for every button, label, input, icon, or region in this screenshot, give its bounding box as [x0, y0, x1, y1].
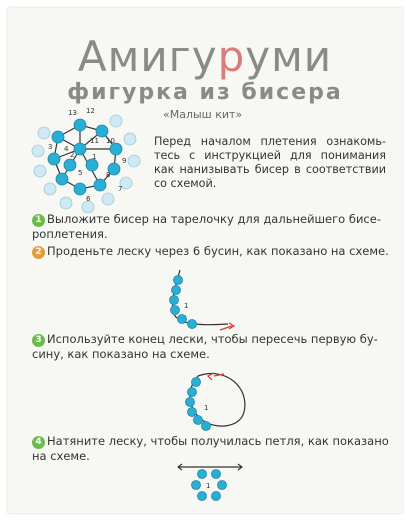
- bead-scheme-diagram: [30, 103, 145, 213]
- scheme-label: 7: [118, 185, 123, 193]
- scheme-label: 1: [92, 153, 97, 161]
- scheme-label: 2: [70, 151, 75, 159]
- step-1: [32, 212, 392, 242]
- step-number-badge: 1: [32, 214, 45, 227]
- step-2: [32, 244, 392, 259]
- bead-label: 1: [206, 482, 211, 490]
- intro-text: Перед началом плетения ознакомь-тесь с инструкцией для понимания как нанизывать бисер в соответствии со схемой.: [154, 135, 386, 190]
- bead-label: 1: [204, 404, 209, 412]
- scheme-label: 3: [48, 143, 53, 151]
- step-text: Проденьте леску через 6 бусин, как показано на схеме.: [47, 244, 389, 258]
- step-4-diagram: [176, 463, 246, 511]
- page-subtitle: фигурка из бисера: [67, 80, 343, 105]
- step-number-badge: 2: [32, 246, 45, 259]
- step-text: Выложите бисер на тарелочку для дальнейшего бисе-роплетения.: [32, 212, 381, 241]
- step-number-badge: 3: [32, 334, 45, 347]
- step-4: [32, 434, 392, 464]
- step-number-badge: 4: [32, 436, 45, 449]
- scheme-label: 13: [68, 109, 77, 117]
- scheme-label: 11: [90, 137, 99, 145]
- figure-name: «Малыш кит»: [163, 108, 243, 121]
- scheme-label: 8: [106, 171, 111, 179]
- step-3: [32, 332, 392, 362]
- instruction-page: [8, 8, 402, 513]
- scheme-label: 9: [122, 157, 127, 165]
- step-2-diagram: [158, 270, 248, 335]
- scheme-label: 4: [64, 145, 69, 153]
- scheme-label: 5: [78, 169, 83, 177]
- step-3-diagram: [176, 368, 256, 433]
- scheme-label: 10: [106, 137, 115, 145]
- scheme-label: 12: [86, 107, 95, 115]
- page-title: Амигуруми: [77, 32, 333, 81]
- step-text: Натяните леску, чтобы получилась петля, как показано на схеме.: [32, 434, 389, 463]
- step-text: Используйте конец лески, чтобы пересечь первую бу-сину, как показано на схеме.: [32, 332, 378, 361]
- scheme-label: 6: [86, 195, 91, 203]
- bead-label: 1: [184, 302, 189, 310]
